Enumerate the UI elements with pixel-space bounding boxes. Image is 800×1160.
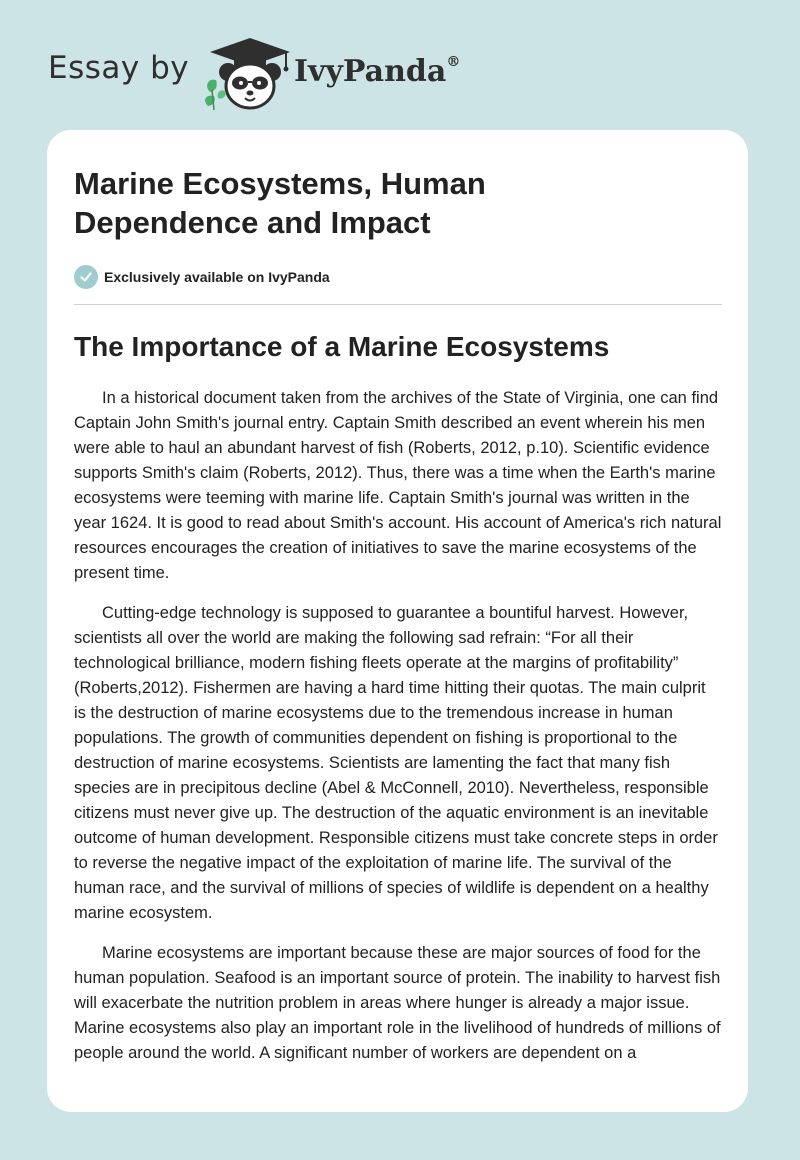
registered-mark: ® — [446, 54, 461, 70]
essay-by-label: Essay by — [48, 50, 190, 86]
brand-text: IvyPanda — [294, 54, 447, 89]
page-title: Marine Ecosystems, Human Dependence and Impact — [74, 166, 486, 240]
ivypanda-logo-icon — [202, 34, 298, 114]
check-icon — [74, 265, 98, 289]
article-card — [47, 130, 748, 1112]
paragraph-3: Marine ecosystems are important because these are major sources of food for the human population. Seafood is an important source of protein. The inability to harvest fish will exacerbate the nutrition problem in areas where hunger is already a major issue. Marine ecosystems also play an important role in the livelihood of hundreds of millions of people around the world. A significant number of workers are dependent on a — [74, 944, 721, 1062]
divider — [74, 304, 722, 305]
site-header — [48, 30, 508, 114]
brand-name — [294, 54, 460, 89]
paragraph-2: Cutting-edge technology is supposed to guarantee a bountiful harvest. However, scientists all over the world are making the following sad refrain: “For all their technological brilliance, modern fishing fleets operate at the margins of profitability” (Roberts,2012). Fishermen are having a hard time hitting their quotas. The main culprit is the destruction of marine ecosystems due to the tremendous increase in human populations. The growth of communities dependent on fishing is proportional to the destruction of marine ecosystems. Scientists are lamenting the fact that many fish species are in precipitous decline (Abel & McConnell, 2010). Nevertheless, responsible citizens must never give up. The destruction of the aquatic environment is an inevitable outcome of human development. Responsible citizens must take concrete steps in order to reverse the negative impact of the exploitation of marine life. The survival of the human race, and the survival of millions of species of wildlife is dependent on a healthy marine ecosystem. — [74, 604, 718, 922]
section-heading: The Importance of a Marine Ecosystems — [74, 331, 610, 362]
paragraph-1: In a historical document taken from the archives of the State of Virginia, one can find Captain John Smith's journal entry. Captain Smith described an event wherein his men were able to haul an abundant harvest of fish (Roberts, 2012, p.10). Scientific evidence supports Smith's claim (Roberts, 2012). Thus, there was a time when the Earth's marine ecosystems were teeming with marine life. Captain Smith's journal was written in the year 1624. It is good to read about Smith's account. His account of America's rich natural resources encourages the creation of initiatives to save the marine ecosystems of the present time. — [74, 389, 722, 582]
exclusive-badge-label: Exclusively available on IvyPanda — [104, 269, 330, 285]
exclusive-badge — [74, 264, 722, 290]
